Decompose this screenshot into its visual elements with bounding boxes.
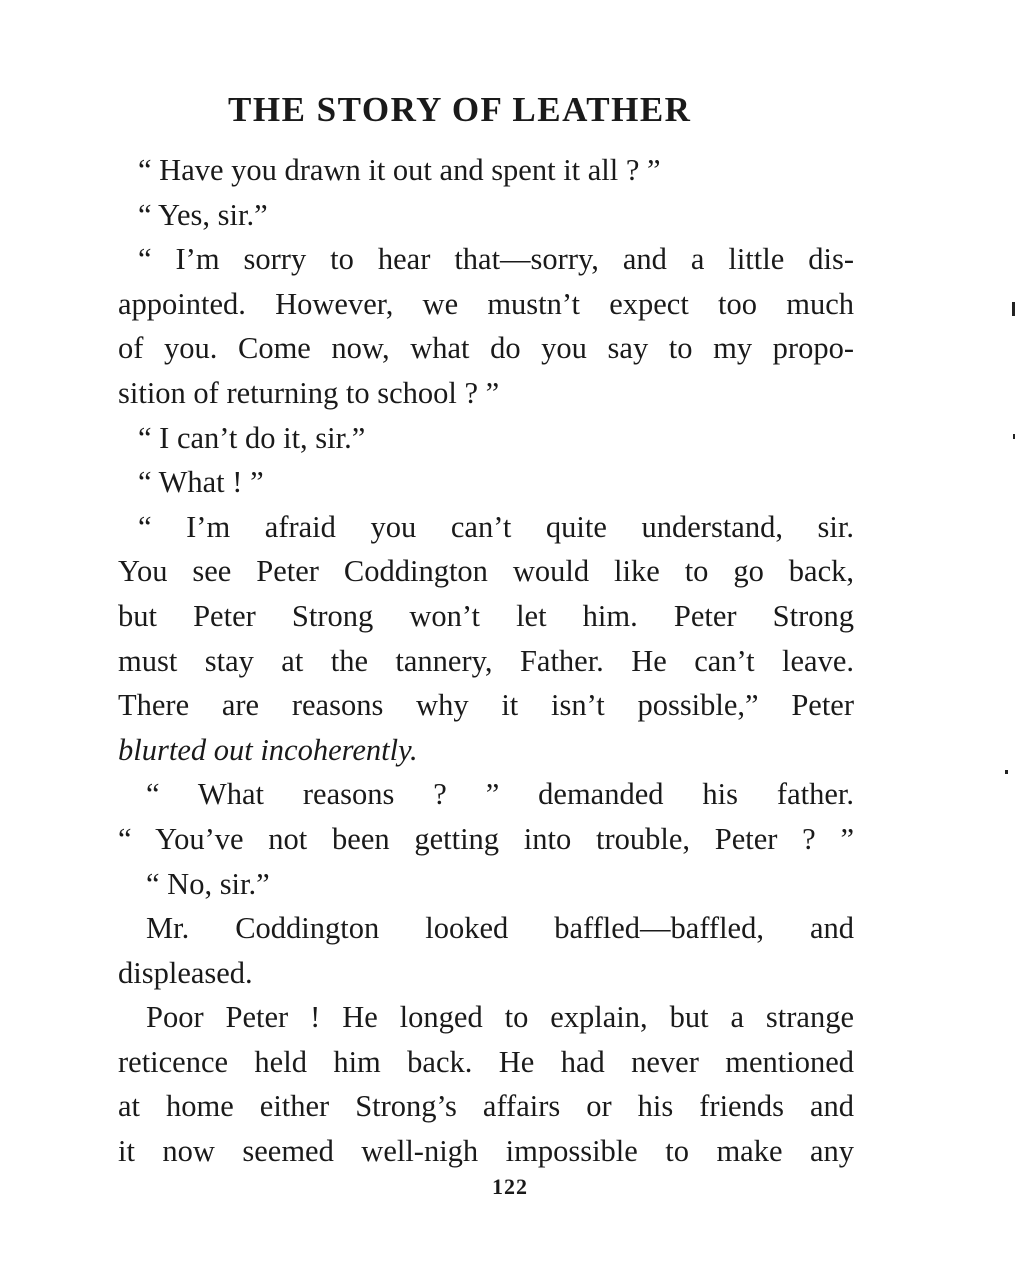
text-line: at home either Strong’s affairs or his friends and <box>118 1089 854 1124</box>
text-line: “ I’m sorry to hear that—sorry, and a little dis- <box>138 242 854 277</box>
text-line: it now seemed well-nigh impossible to make any <box>118 1134 854 1169</box>
text-line: “ What reasons ? ” demanded his father. <box>146 777 854 812</box>
text-line: sition of returning to school ? ” <box>118 375 500 410</box>
text-line: “ Yes, sir.” <box>138 197 268 232</box>
scan-speck <box>1013 434 1015 439</box>
text-line: “ I’m afraid you can’t quite understand, sir. <box>138 509 854 544</box>
text-line: “ No, sir.” <box>146 866 270 901</box>
text-line: There are reasons why it isn’t possible,” Peter <box>118 688 854 723</box>
body-text <box>118 148 854 1174</box>
text-line: blurted out incoherently. <box>118 732 418 767</box>
text-line: “ Have you drawn it out and spent it all ? ” <box>138 153 661 187</box>
text-line: reticence held him back. He had never mentioned <box>118 1044 854 1079</box>
text-line: “ What ! ” <box>138 465 264 500</box>
page-number: 122 <box>492 1174 528 1199</box>
text-line: appointed. However, we mustn’t expect too much <box>118 286 854 321</box>
running-head: THE STORY OF LEATHER <box>228 90 692 129</box>
text-line: of you. Come now, what do you say to my propo- <box>118 331 854 366</box>
text-line: displeased. <box>118 955 253 990</box>
text-line: Mr. Coddington looked baffled—baffled, and <box>146 911 854 946</box>
scan-speck <box>1012 302 1015 316</box>
text-line: “ You’ve not been getting into trouble, Peter ? ” <box>118 821 854 856</box>
text-line: must stay at the tannery, Father. He can’t leave. <box>118 643 854 678</box>
text-line: but Peter Strong won’t let him. Peter Strong <box>118 598 854 633</box>
text-line: “ I can’t do it, sir.” <box>138 420 366 455</box>
text-line: Poor Peter ! He longed to explain, but a strange <box>146 1000 854 1035</box>
text-line: You see Peter Coddington would like to go back, <box>118 554 854 589</box>
scan-speck <box>1005 770 1008 774</box>
